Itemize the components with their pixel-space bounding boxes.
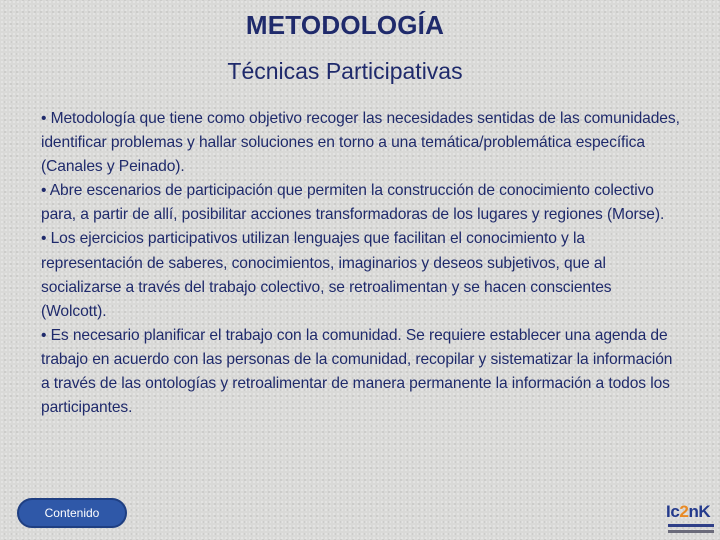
- logo-text-part2: 2: [679, 502, 689, 521]
- contenido-button[interactable]: Contenido: [17, 498, 127, 528]
- bullet-item: • Es necesario planificar el trabajo con la comunidad. Se requiere establecer una agenda de trabajo en acuerdo con las personas de la comunidad, recopilar y sistematizar la información a través de las ontologías y retroalimentar de manera permanente la información a todos los participantes.: [41, 326, 673, 417]
- bullet-item: • Metodología que tiene como objetivo recoger las necesidades sentidas de las comunidades, identificar problemas y hallar soluciones en torno a una temática/problemática específica (Canales y Peinado).: [41, 110, 680, 176]
- logo-text-part1: Ic: [666, 502, 680, 521]
- bullet-item: • Los ejercicios participativos utilizan lenguajes que facilitan el conocimiento y la representación de saberes, conocimientos, imaginarios y deseos subjetivos, que al socializarse a través del trabajo colectivo, se retroalimentan y se hacen conscientes (Wolcott).: [41, 230, 612, 320]
- logo-subtitle-line: [668, 524, 714, 527]
- slide-title: METODOLOGÍA: [245, 10, 445, 40]
- bullet-list: [41, 107, 681, 420]
- bullet-item: • Abre escenarios de participación que permiten la construcción de conocimiento colectivo para, a partir de allí, posibilitar acciones transformadoras de los lugares y regiones (Morse).: [41, 182, 665, 224]
- logo-text: [666, 502, 710, 522]
- logo-subtitle-line: [668, 530, 714, 533]
- ic2nk-logo: [650, 496, 716, 540]
- logo-text-part3: nK: [688, 502, 711, 521]
- slide-subtitle: Técnicas Participativas: [227, 58, 463, 84]
